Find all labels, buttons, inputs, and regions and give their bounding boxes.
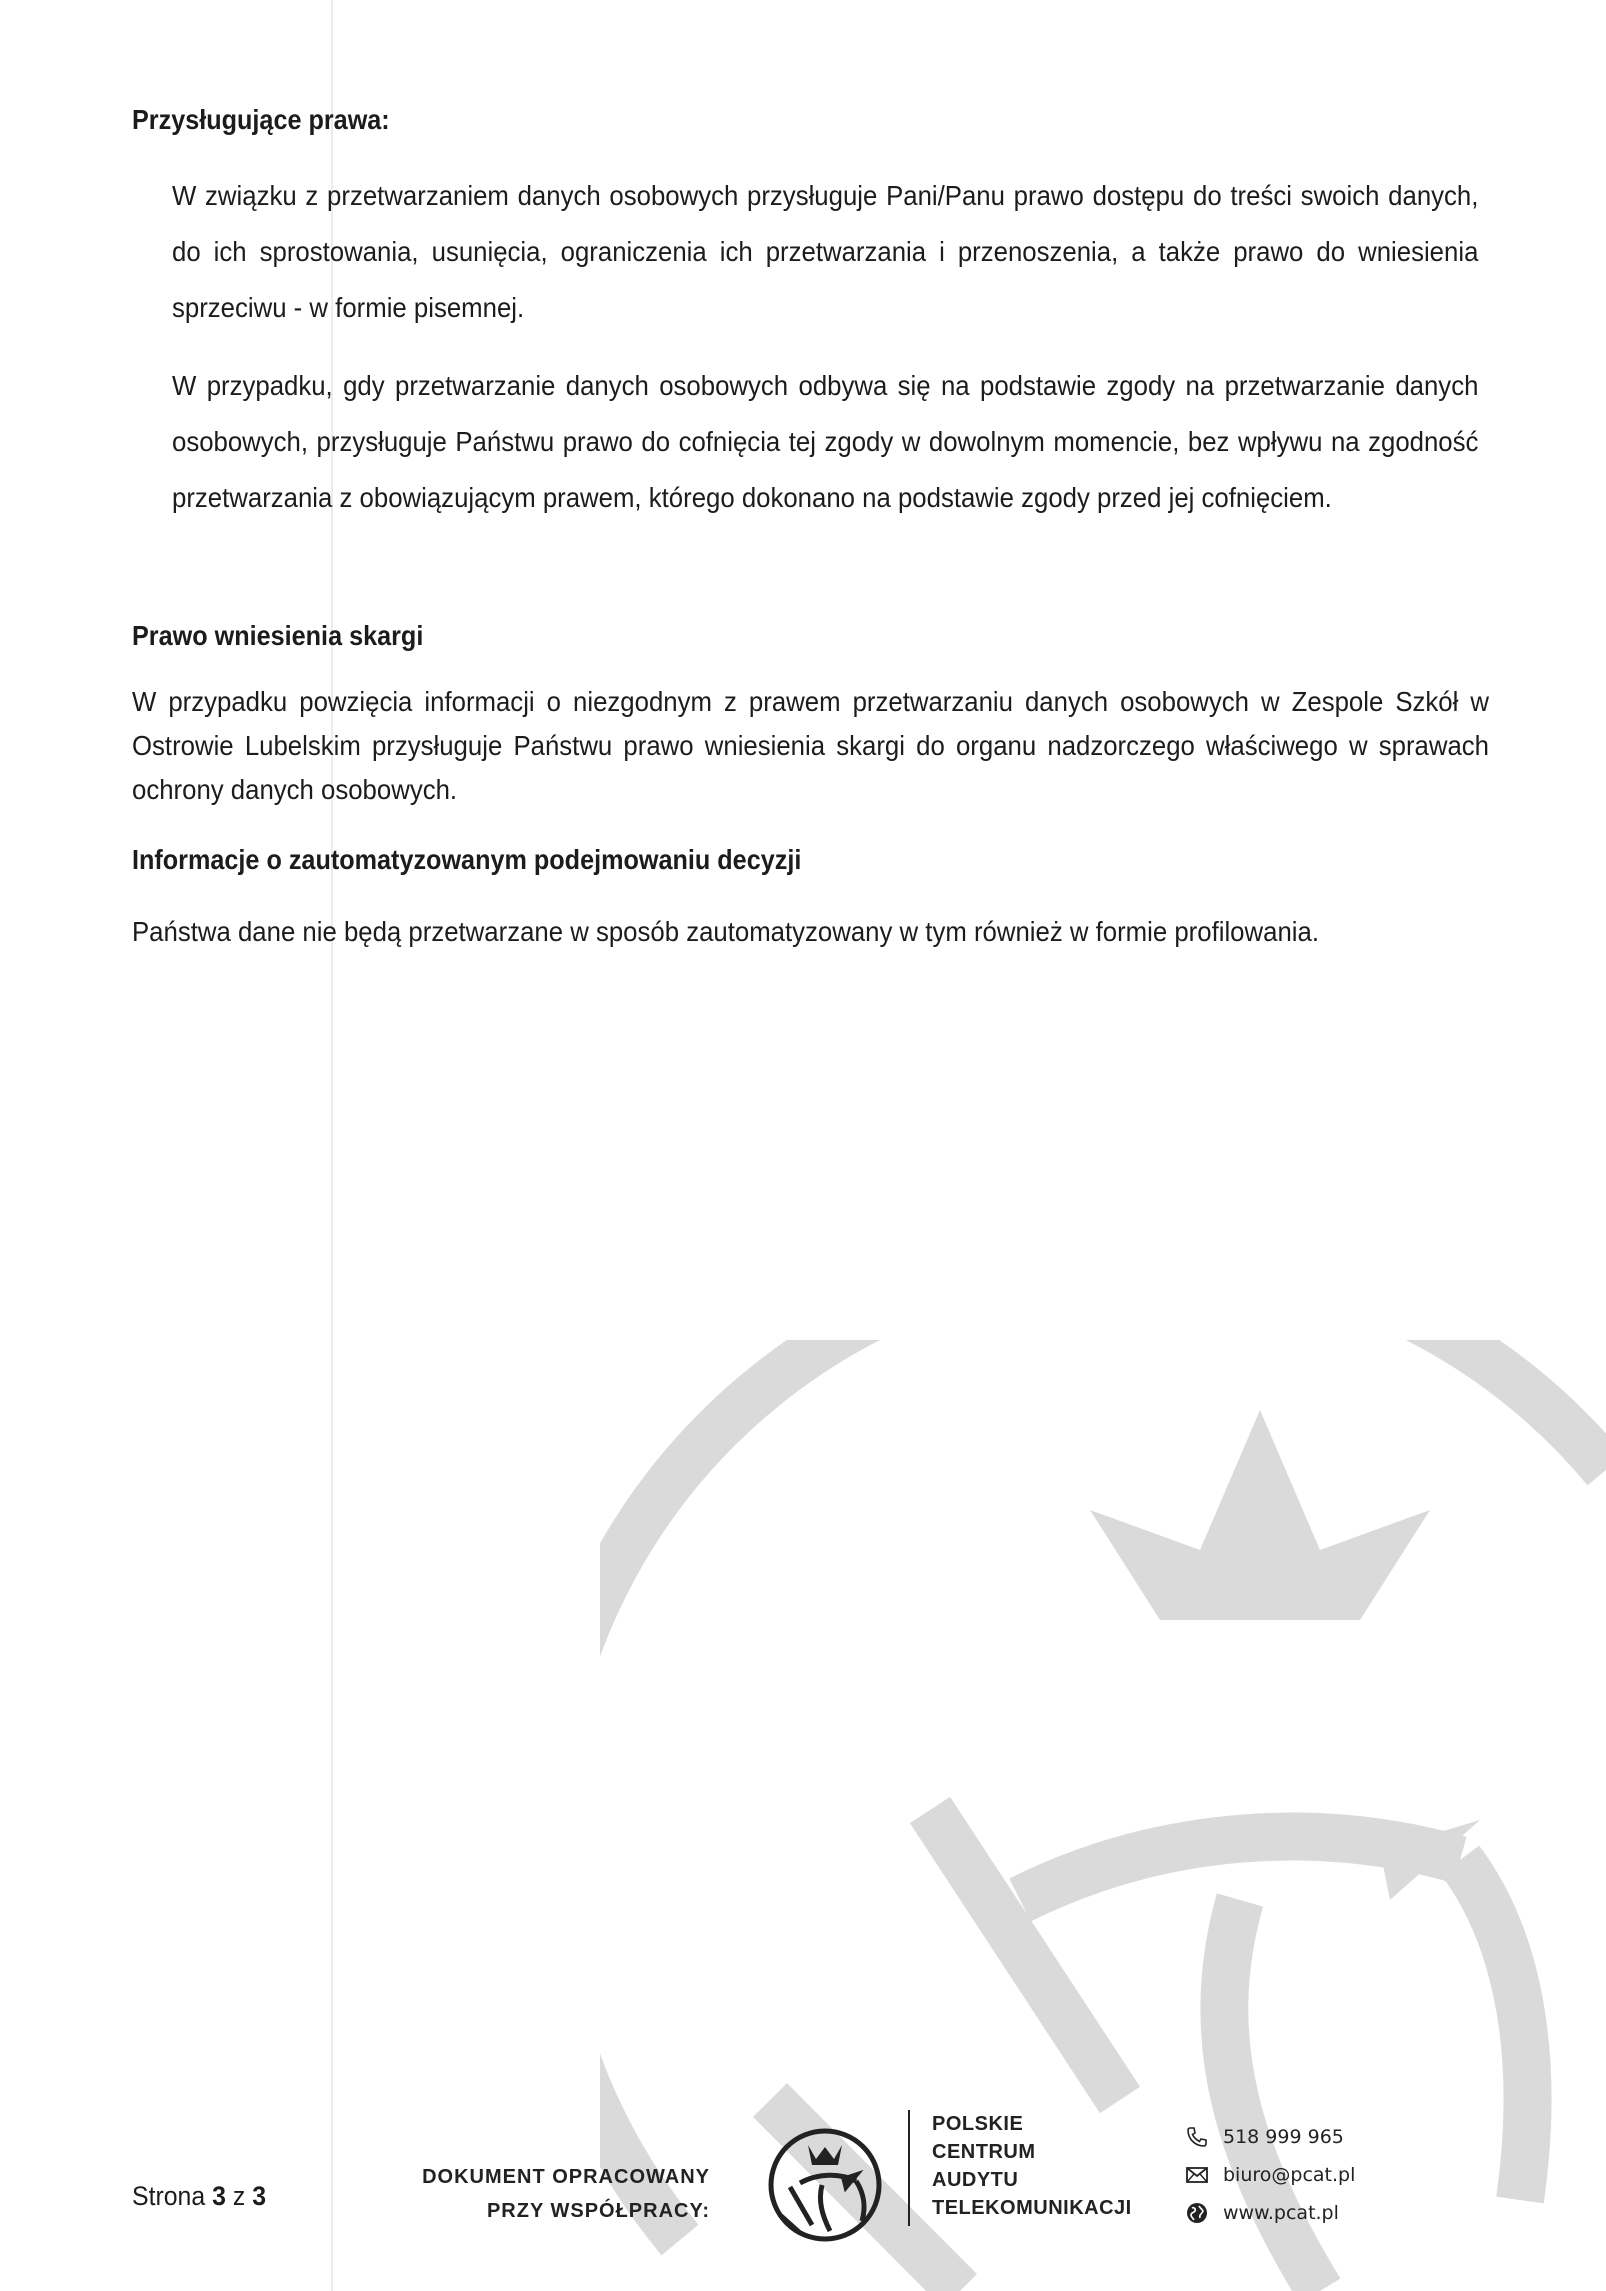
scan-fold-line [331, 0, 333, 2291]
prepared-line-2: PRZY WSPÓŁPRACY: [486, 2200, 710, 2222]
organization-name [932, 2110, 1132, 2222]
section-heading-automated-decisions: Informacje o zautomatyzowanym podejmowaniu decyzji [132, 844, 802, 875]
contact-email-row [1185, 2156, 1355, 2194]
email-address: biuro@pcat.pl [1223, 2164, 1356, 2186]
rights-paragraph-2: W przypadku, gdy przetwarzanie danych osobowych odbywa się na podstawie zgody na przetwarzanie danych osobowych, przysługuje Państwu prawo do cofnięcia tej zgody w dowolnym momencie, bez wpływu na zgodność przetwarzania z obowiązującym prawem, którego dokonano na podstawie zgody przed jej cofnięciem. [172, 370, 1479, 513]
complaint-paragraph: W przypadku powzięcia informacji o niezgodnym z prawem przetwarzaniu danych osobowych w Zespole Szkół w Ostrowie Lubelskim przysługuje Państwu prawo wniesienia skargi do organu nadzorczego właściwego w sprawach ochrony danych osobowych. [132, 686, 1489, 805]
page-total: 3 [252, 2181, 267, 2211]
page-separator: z [232, 2181, 246, 2211]
org-line-1: POLSKIE [932, 2113, 1024, 2135]
phone-number: 518 999 965 [1223, 2126, 1344, 2148]
footer-divider [908, 2110, 910, 2226]
section-heading-rights: Przysługujące prawa: [132, 104, 390, 135]
org-line-3: AUDYTU [932, 2169, 1019, 2191]
section-heading-complaint: Prawo wniesienia skargi [132, 620, 424, 651]
globe-icon [1185, 2201, 1209, 2225]
envelope-icon [1185, 2163, 1209, 2187]
pcat-eagle-logo-icon [760, 2115, 890, 2245]
contact-website-row [1185, 2194, 1355, 2232]
org-line-2: CENTRUM [932, 2141, 1036, 2163]
automated-decisions-paragraph: Państwa dane nie będą przetwarzane w sposób zautomatyzowany w tym również w formie profilowania. [132, 916, 1319, 947]
contact-phone-row [1185, 2118, 1355, 2156]
contact-block [1185, 2118, 1355, 2232]
rights-paragraph-1: W związku z przetwarzaniem danych osobowych przysługuje Pani/Panu prawo dostępu do treści swoich danych, do ich sprostowania, usunięcia, ograniczenia ich przetwarzania i przenoszenia, a także prawo do wniesienia sprzeciwu - w formie pisemnej. [172, 180, 1479, 323]
page-prefix: Strona [132, 2181, 206, 2211]
page-current: 3 [212, 2181, 226, 2211]
page-number [132, 2181, 266, 2212]
prepared-in-cooperation [390, 2160, 710, 2228]
phone-icon [1185, 2125, 1209, 2149]
org-line-4: TELEKOMUNIKACJI [932, 2197, 1132, 2219]
prepared-line-1: DOKUMENT OPRACOWANY [422, 2166, 710, 2188]
website-url: www.pcat.pl [1223, 2202, 1339, 2224]
